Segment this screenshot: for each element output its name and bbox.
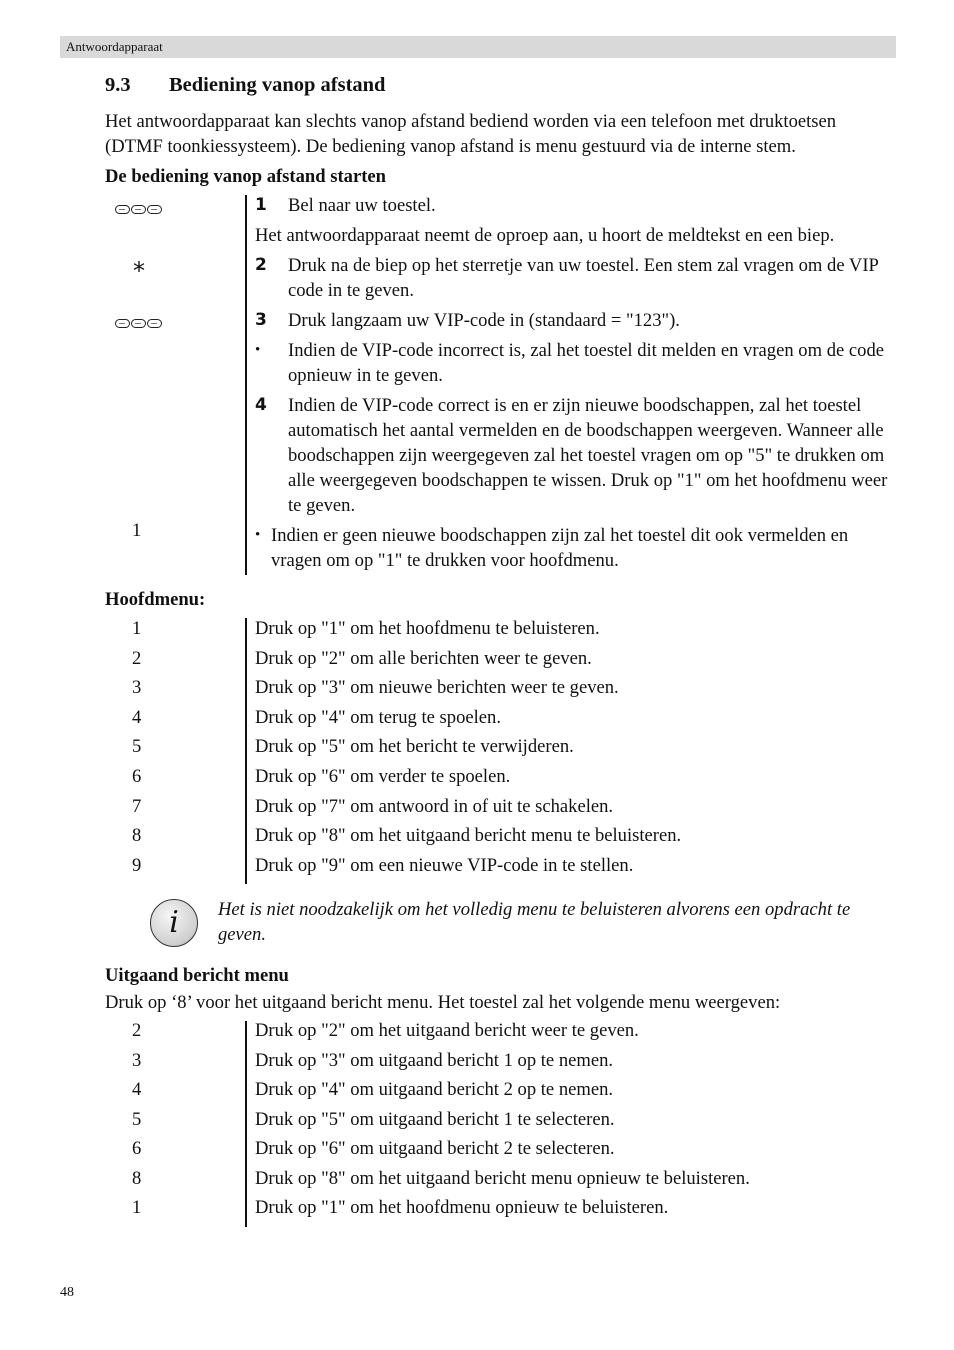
- menu-row: [0, 1168, 954, 1198]
- step-number: 2: [255, 255, 267, 275]
- menu-row: [0, 736, 954, 766]
- menu-key: 5: [132, 736, 142, 758]
- menu-text: Druk op "8" om het uitgaand bericht menu te beluisteren.: [255, 825, 682, 847]
- intro-paragraph: Het antwoordapparaat kan slechts vanop afstand bediend worden via een telefoon met druktoetsen (DTMF toonkiessysteem). De bediening vanop afstand is menu gestuurd via de interne stem.: [105, 111, 837, 157]
- menu-row: [0, 707, 954, 737]
- menu-text: Druk op "5" om uitgaand bericht 1 te selecteren.: [255, 1108, 615, 1130]
- note-text: Het is niet noodzakelijk om het volledig menu te beluisteren alvorens een opdracht te geven.: [218, 899, 851, 945]
- menu-key: 3: [132, 677, 142, 699]
- menu-row: [0, 796, 954, 826]
- menu-row: [0, 1079, 954, 1109]
- menu-row: [0, 677, 954, 707]
- step-text: Bel naar uw toestel.: [288, 195, 436, 216]
- start-steps: [255, 193, 895, 573]
- menu-text: Druk op "5" om het bericht te verwijderen.: [255, 736, 574, 758]
- section-title-text: Bediening vanop afstand: [169, 74, 386, 96]
- step-number: 1: [255, 195, 267, 215]
- menu-text: Druk op "6" om uitgaand bericht 2 te selecteren.: [255, 1138, 615, 1159]
- menu-row: [0, 648, 954, 678]
- menu-key: 2: [132, 647, 142, 669]
- bullet-1: [255, 338, 895, 388]
- star-key-icon: *: [133, 257, 145, 285]
- menu-text: Druk op "1" om het hoofdmenu opnieuw te beluisteren.: [255, 1197, 669, 1218]
- menu-key: 8: [132, 825, 142, 847]
- main-menu-heading: Hoofdmenu:: [105, 589, 206, 610]
- menu-key: 6: [132, 766, 142, 787]
- menu-text: Druk op "2" om alle berichten weer te geven.: [255, 647, 592, 669]
- menu-key: 4: [132, 1079, 142, 1100]
- keypad-icon: [115, 319, 162, 328]
- menu-row: [0, 1109, 954, 1139]
- start-heading: De bediening vanop afstand starten: [105, 166, 387, 187]
- key-label: 1: [132, 520, 142, 541]
- menu-text: Druk op "8" om het uitgaand bericht menu opnieuw te beluisteren.: [255, 1167, 750, 1189]
- step-number: 4: [255, 395, 267, 415]
- menu-key: 7: [132, 795, 142, 817]
- menu-row: [0, 1050, 954, 1080]
- start-divider: [245, 195, 247, 575]
- step-text: Druk langzaam uw VIP-code in (standaard = "123").: [288, 310, 680, 331]
- page-number: 48: [60, 1285, 74, 1300]
- step-4: [255, 393, 895, 518]
- bullet-icon: •: [255, 342, 261, 358]
- menu-text: Druk op "4" om uitgaand bericht 2 op te nemen.: [255, 1079, 614, 1100]
- menu-key: 1: [132, 618, 142, 639]
- outgoing-menu-heading: Uitgaand bericht menu: [105, 965, 289, 986]
- bullet-text: Indien er geen nieuwe boodschappen zijn zal het toestel dit ook vermelden en vragen om op "1" te drukken voor hoofdmenu.: [271, 525, 849, 571]
- menu-text: Druk op "6" om verder te spoelen.: [255, 766, 511, 787]
- section-title: [105, 74, 385, 97]
- menu-row: [0, 1020, 954, 1050]
- bullet-text: Indien de VIP-code incorrect is, zal het toestel dit melden en vragen om de code opnieuw in te geven.: [288, 340, 884, 386]
- step-number: 3: [255, 310, 267, 330]
- menu-key: 8: [132, 1167, 142, 1189]
- menu-row: [0, 855, 954, 885]
- menu-key: 1: [132, 1197, 142, 1218]
- menu-key: 4: [132, 706, 142, 728]
- menu-text: Druk op "3" om nieuwe berichten weer te geven.: [255, 677, 619, 699]
- step-text: Indien de VIP-code correct is en er zijn nieuwe boodschappen, zal het toestel automatisch het aantal vermelden en de boodschappen weergeven. Wanneer alle boodschappen zijn weergegeven zal het toestel vragen om op "5" te drukken om alle weergegeven boodschappen te wissen. Druk op "1" om het hoofdmenu weer te geven.: [288, 395, 888, 516]
- menu-text: Druk op "4" om terug te spoelen.: [255, 706, 502, 728]
- keypad-icon: [115, 205, 162, 214]
- menu-row: [0, 1138, 954, 1168]
- menu-text: Druk op "1" om het hoofdmenu te beluisteren.: [255, 618, 600, 639]
- step-info: Het antwoordapparaat neemt de oproep aan, u hoort de meldtekst en een biep.: [255, 225, 835, 246]
- menu-key: 5: [132, 1108, 142, 1130]
- menu-key: 2: [132, 1020, 142, 1041]
- running-header: Antwoordapparaat: [60, 36, 896, 58]
- menu-text: Druk op "9" om een nieuwe VIP-code in te stellen.: [255, 854, 634, 876]
- info-icon: [150, 899, 198, 947]
- menu-key: 6: [132, 1138, 142, 1159]
- bullet-2: [255, 523, 895, 573]
- menu-key: 9: [132, 854, 142, 876]
- menu-row: [0, 766, 954, 796]
- menu-text: Druk op "3" om uitgaand bericht 1 op te nemen.: [255, 1049, 614, 1071]
- info-glyph: i: [169, 905, 179, 940]
- menu-row: [0, 825, 954, 855]
- step-3: [255, 308, 895, 333]
- step-text: Druk na de biep op het sterretje van uw toestel. Een stem zal vragen om de VIP code in te geven.: [288, 255, 879, 301]
- step-2: [255, 253, 895, 303]
- menu-row: [0, 1197, 954, 1227]
- section-number: 9.3: [105, 74, 131, 96]
- step-1: [255, 193, 895, 218]
- menu-row: [0, 618, 954, 648]
- menu-key: 3: [132, 1049, 142, 1071]
- outgoing-menu-intro: Druk op ‘8’ voor het uitgaand bericht menu. Het toestel zal het volgende menu weergeven:: [105, 992, 781, 1013]
- menu-text: Druk op "7" om antwoord in of uit te schakelen.: [255, 795, 614, 817]
- bullet-icon: •: [255, 527, 261, 543]
- menu-text: Druk op "2" om het uitgaand bericht weer te geven.: [255, 1020, 639, 1041]
